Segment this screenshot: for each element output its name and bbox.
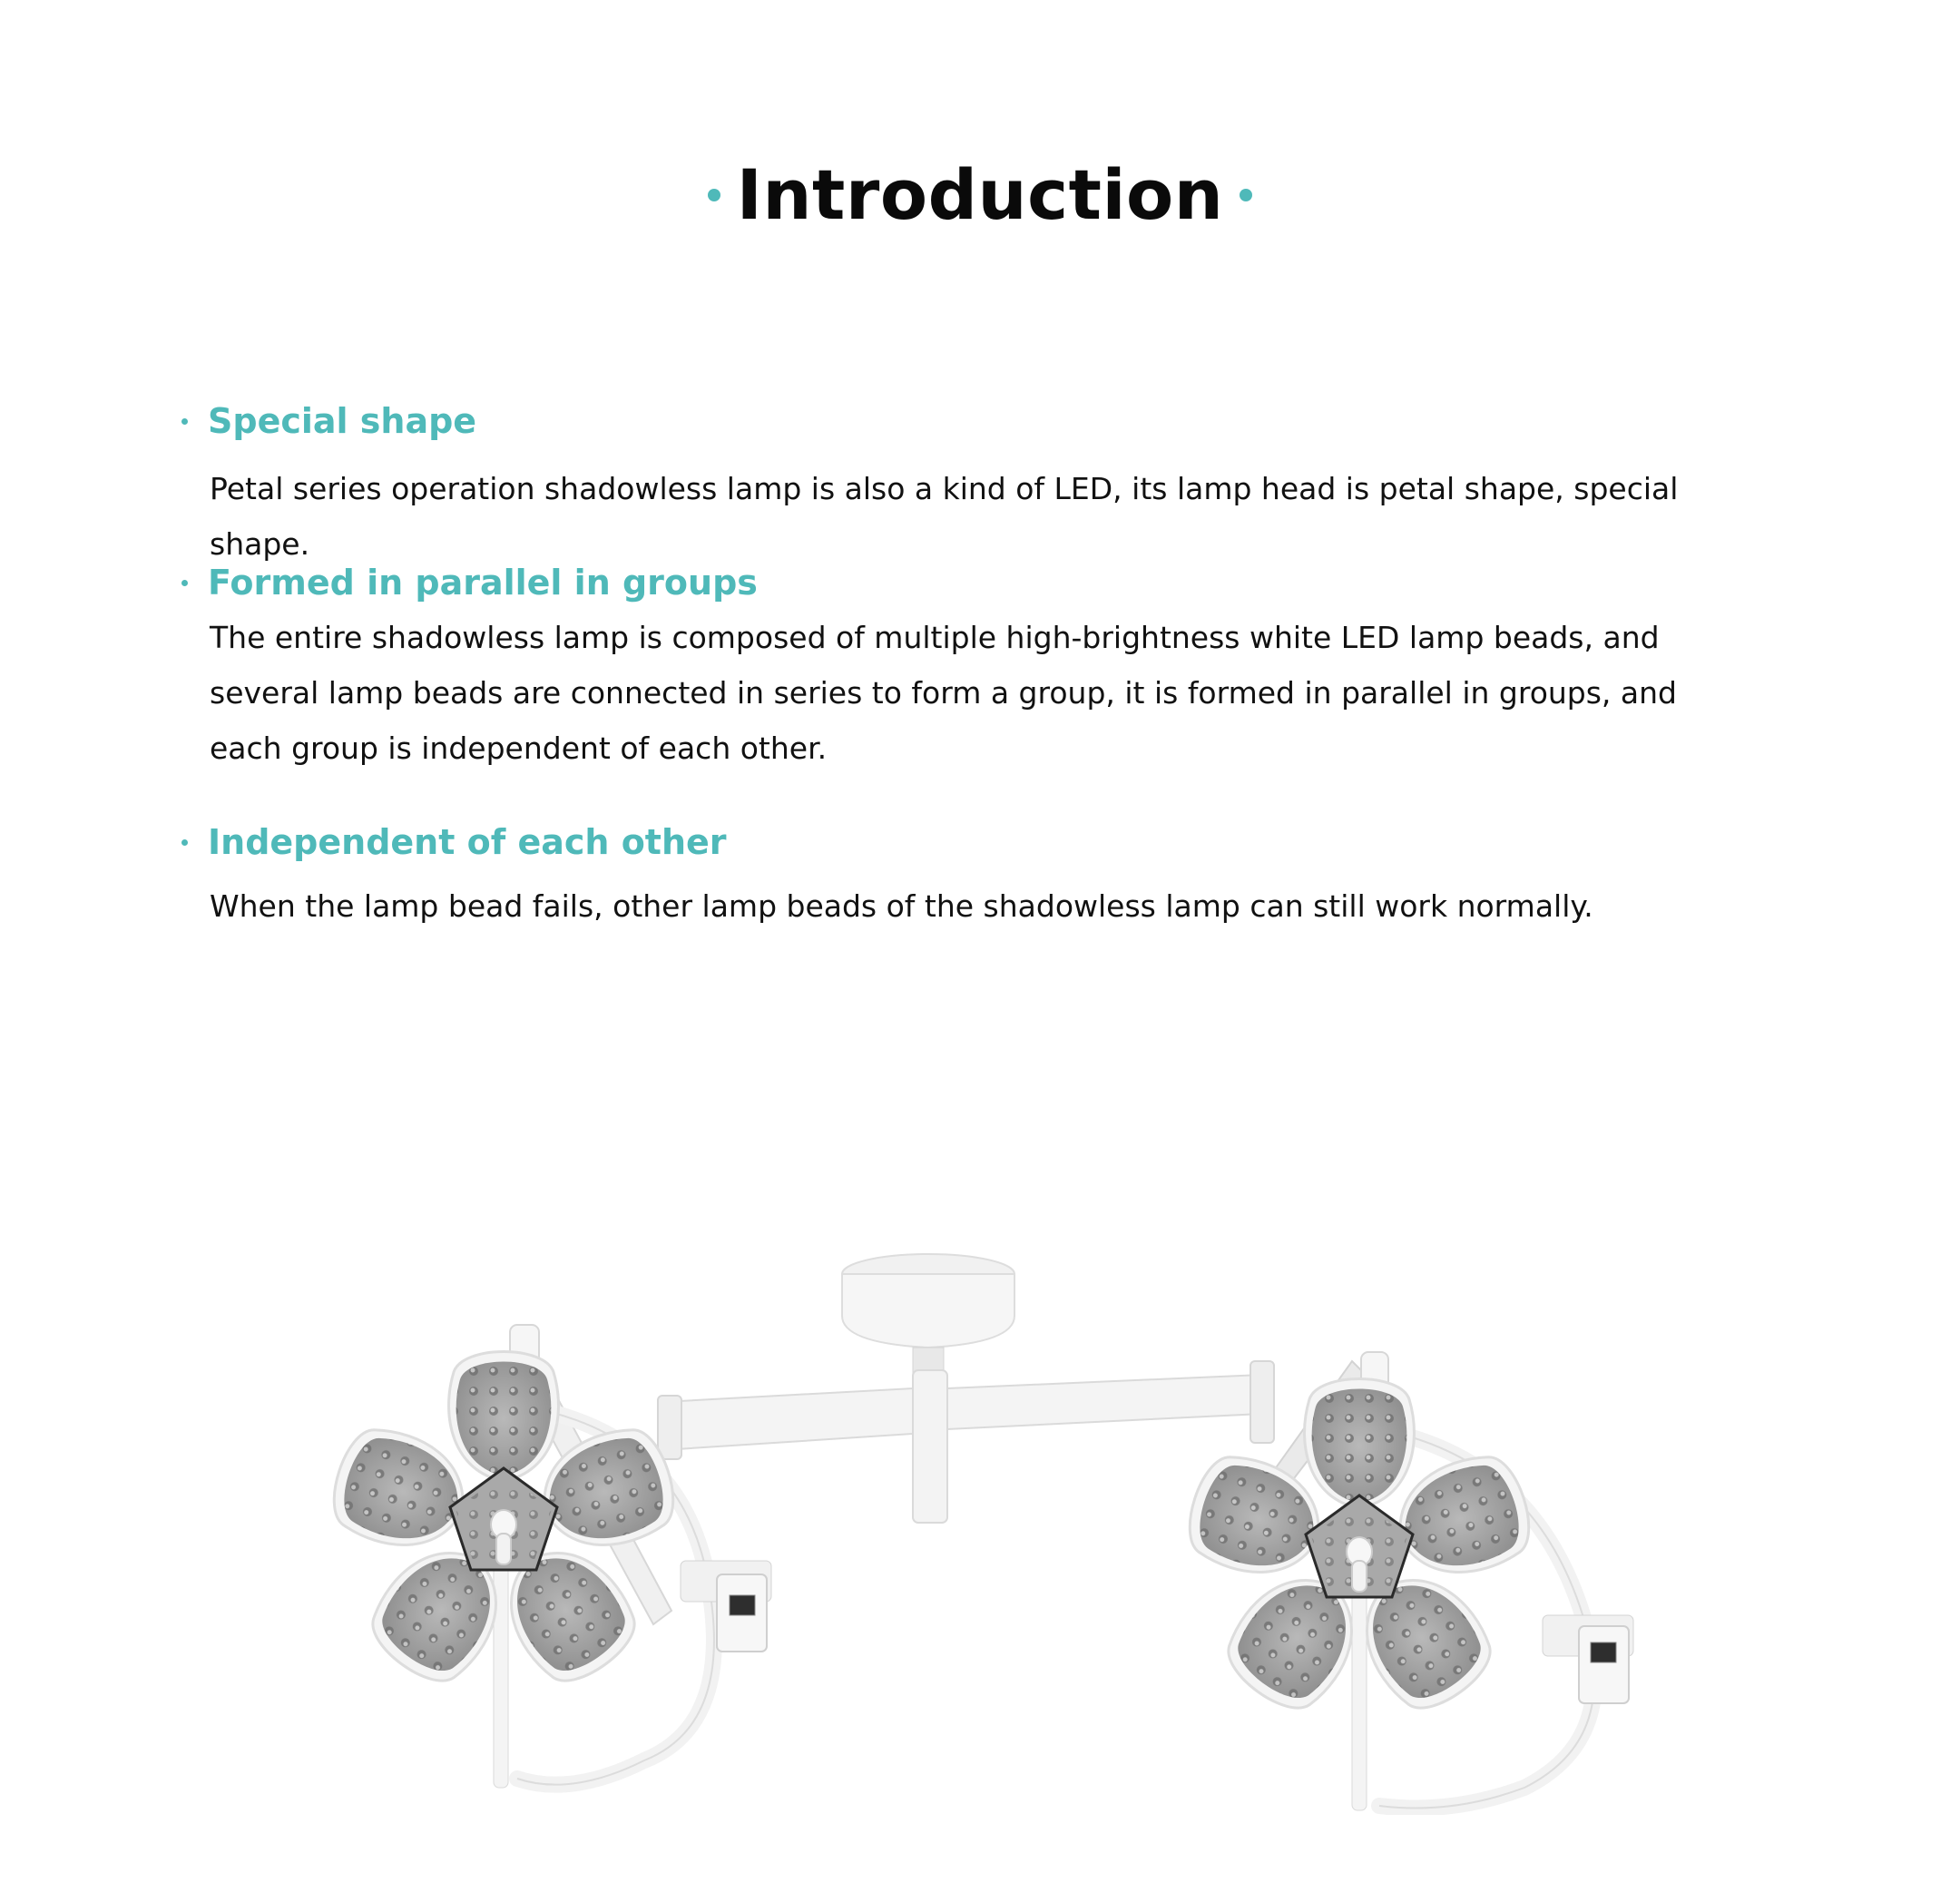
page-title-group (708, 154, 1253, 235)
section-independent (181, 822, 1779, 934)
section-heading: Formed in parallel in groups (208, 563, 758, 603)
right-yoke (1178, 1379, 1633, 1811)
bullet-icon (181, 418, 188, 425)
section-heading-row (181, 563, 1779, 603)
section-heading: Independent of each other (208, 822, 727, 862)
section-parallel-groups (181, 563, 1779, 776)
section-heading-row (181, 401, 1779, 441)
bullet-icon (181, 580, 188, 586)
section-body: Petal series operation shadowless lamp is also a kind of LED, its lamp head is petal shape, special shape. (210, 471, 1679, 562)
ceiling-mount (842, 1254, 1014, 1375)
title-right-dot-icon (1240, 189, 1252, 201)
title-left-dot-icon (708, 189, 720, 201)
section-body: When the lamp bead fails, other lamp beads of the shadowless lamp can still work normally. (210, 888, 1593, 924)
bullet-icon (181, 839, 188, 846)
section-heading-row (181, 822, 1779, 862)
title-wrap (0, 154, 1960, 235)
section-special-shape (181, 401, 1779, 572)
section-heading: Special shape (208, 401, 477, 441)
section-body: The entire shadowless lamp is composed of multiple high-brightness white LED lamp beads, and several lamp beads are connected in series to form a group, it is formed in parallel in groups, and each group is independent of each other. (210, 620, 1677, 766)
page-title: Introduction (736, 154, 1224, 235)
product-image (299, 1252, 1679, 1815)
